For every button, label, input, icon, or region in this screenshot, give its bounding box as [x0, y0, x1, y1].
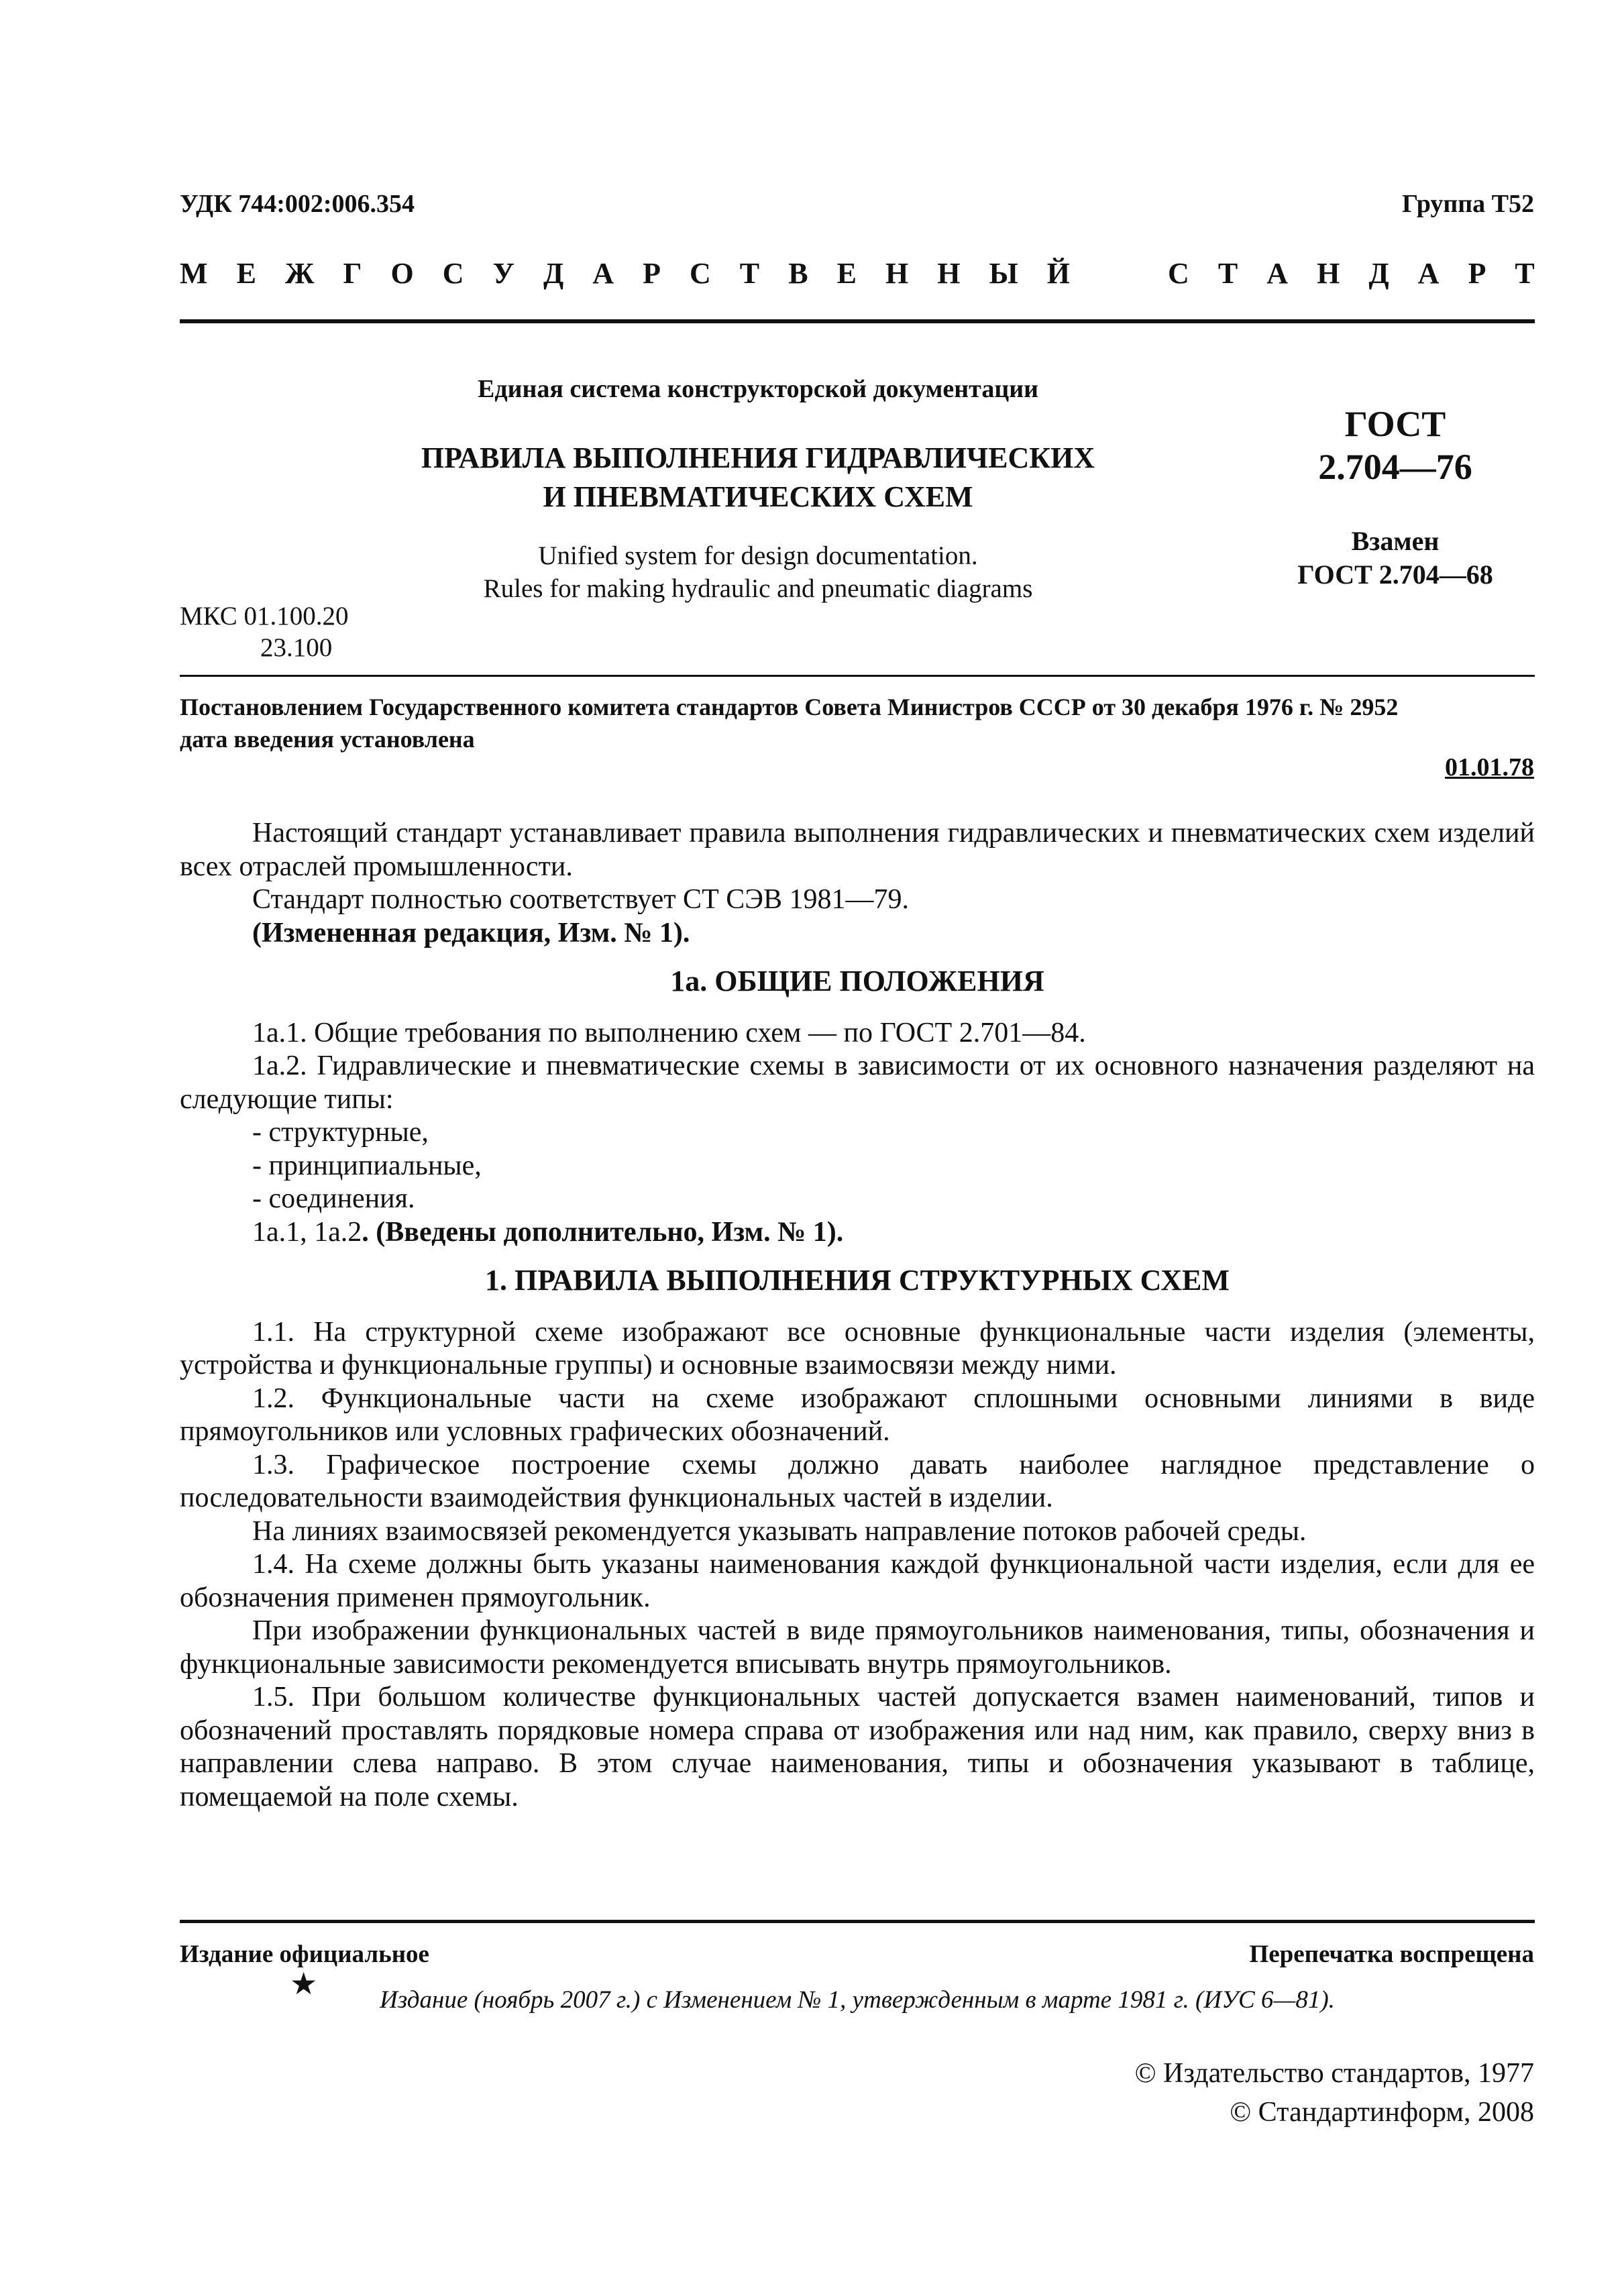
mks-codes	[180, 600, 348, 663]
heading-letter: Ж	[284, 257, 315, 290]
english-title-line-2: Rules for making hydraulic and pneumatic diagrams	[483, 574, 1033, 603]
paragraph: 1.3. Графическое построение схемы должно давать наиболее наглядное представление о последовательности взаимодействия функциональных частей в изделии.	[180, 1449, 1535, 1513]
heading-letter: М	[180, 257, 208, 290]
heading-letter: С	[689, 257, 711, 290]
heading-letter: Ы	[989, 257, 1018, 290]
heading-letter: С	[1168, 257, 1189, 290]
paragraph: 1.1. На структурной схеме изображают все основные функциональные части изделия (элементы, устройства и функциональные группы) и основные взаимосвязи между ними.	[180, 1316, 1535, 1380]
amendment-note	[180, 1216, 1535, 1250]
main-title-line-1: ПРАВИЛА ВЫПОЛНЕНИЯ ГИДРАВЛИЧЕСКИХ	[421, 441, 1095, 474]
heading-letter: Т	[739, 257, 760, 290]
clause-refs: 1а.1, 1а.2	[252, 1216, 362, 1248]
heading-letter: Р	[1468, 257, 1486, 290]
paragraph: Стандарт полностью соответствует СТ СЭВ 1981—79.	[252, 884, 909, 915]
heading-letter: Й	[1046, 257, 1070, 290]
amendment-text: . (Введены дополнительно, Изм. № 1).	[362, 1216, 844, 1248]
decree-text	[180, 691, 1535, 755]
heading-letter: Е	[836, 257, 857, 290]
heading-letter: А	[1417, 257, 1440, 290]
heading-letter: А	[592, 257, 614, 290]
copyright-line-1: © Издательство стандартов, 1977	[1134, 2058, 1534, 2089]
heading-letter: Д	[1368, 257, 1389, 290]
heading-letter: Р	[643, 257, 661, 290]
mks-line-1: МКС 01.100.20	[180, 602, 349, 631]
word-gap	[1099, 256, 1139, 290]
paragraph: 1а.1. Общие требования по выполнению схем — по ГОСТ 2.701—84.	[252, 1017, 1086, 1048]
decree-line-1: Постановлением Государственного комитета стандартов Совета Министров СССР от 30 декабря 1976 г. № 2952	[180, 694, 1399, 720]
heading-letter: Н	[885, 257, 909, 290]
heading-letter: Г	[343, 257, 362, 290]
document-body	[180, 817, 1535, 1814]
heading-letter: Е	[236, 257, 256, 290]
replaces-label: Взамен	[1351, 526, 1440, 556]
star-icon: ★	[290, 1967, 318, 2001]
edition-note: Издание (ноябрь 2007 г.) с Изменением № 1, утвержденным в марте 1981 г. (ИУС 6—81).	[380, 1986, 1335, 2014]
main-title-line-2: И ПНЕВМАТИЧЕСКИХ СХЕМ	[543, 480, 973, 513]
list-item: - принципиальные,	[252, 1150, 482, 1181]
heading-letter: О	[390, 257, 414, 290]
gost-number: 2.704—76	[1318, 447, 1472, 487]
introduction-date: 01.01.78	[1445, 753, 1534, 781]
list-item: - соединения.	[252, 1183, 415, 1214]
top-rule	[180, 319, 1535, 323]
heading-letter: У	[492, 257, 515, 290]
main-title	[282, 439, 1234, 517]
heading-letter: Д	[543, 257, 564, 290]
paragraph: При изображении функциональных частей в виде прямоугольников наименования, типы, обозначения и функциональные зависимости рекомендуется вписывать внутрь прямоугольников.	[180, 1615, 1535, 1680]
heading-letter: С	[442, 257, 464, 290]
footer-rule	[180, 1920, 1535, 1923]
group-code: Группа Т52	[1401, 190, 1534, 218]
gost-label: ГОСТ	[1344, 404, 1446, 444]
paragraph: 1.4. На схеме должны быть указаны наименования каждой функциональной части изделия, если для ее обозначения применен прямоугольник.	[180, 1549, 1535, 1613]
heading-letter: Н	[1317, 257, 1340, 290]
decree-line-2: дата введения установлена	[180, 726, 475, 753]
official-edition-label: Издание официальное	[180, 1941, 429, 1968]
paragraph: 1.5. При большом количестве функциональных частей допускается взамен наименований, типов и обозначений проставлять порядковые номера справа от изображения или над ним, как правило, сверху вниз в направлении слева направо. В этом случае наименования, типы и обозначения указывают в таблице, помещаемой на поле схемы.	[180, 1682, 1535, 1812]
english-title-line-1: Unified system for design documentation.	[538, 541, 978, 570]
heading-letter: Т	[1217, 257, 1238, 290]
amendment-note: (Измененная редакция, Изм. № 1).	[252, 917, 690, 948]
middle-rule	[180, 675, 1535, 677]
heading-letter: Н	[937, 257, 961, 290]
replaces-designation	[1248, 525, 1543, 592]
paragraph: 1.2. Функциональные части на схеме изображают сплошными основными линиями в виде прямоугольников или условных графических обозначений.	[180, 1382, 1535, 1447]
no-reprint-label: Перепечатка воспрещена	[1249, 1941, 1534, 1968]
list-item: - структурные,	[252, 1117, 429, 1148]
paragraph: 1а.2. Гидравлические и пневматические схемы в зависимости от их основного назначения разделяют на следующие типы:	[180, 1050, 1535, 1115]
copyright-block	[1135, 2054, 1534, 2132]
heading-letter: Т	[1515, 257, 1535, 290]
replaces-number: ГОСТ 2.704—68	[1297, 559, 1493, 590]
heading-letter: В	[788, 257, 808, 290]
paragraph: На линиях взаимосвязей рекомендуется указывать направление потоков рабочей среды.	[252, 1515, 1307, 1547]
paragraph: Настоящий стандарт устанавливает правила выполнения гидравлических и пневматических схем изделий всех отраслей промышленности.	[180, 818, 1535, 882]
udk-code: УДК 744:002:006.354	[180, 190, 415, 218]
english-title	[282, 539, 1234, 605]
copyright-line-2: © Стандартинформ, 2008	[1230, 2097, 1534, 2128]
section-heading-1a: 1а. ОБЩИЕ ПОЛОЖЕНИЯ	[670, 965, 1044, 997]
interstate-standard-heading	[180, 256, 1535, 290]
section-heading-1: 1. ПРАВИЛА ВЫПОЛНЕНИЯ СТРУКТУРНЫХ СХЕМ	[485, 1264, 1230, 1297]
system-title: Единая система конструкторской документации	[478, 375, 1038, 403]
heading-letter: А	[1266, 257, 1289, 290]
gost-designation	[1261, 402, 1529, 488]
mks-line-2: 23.100	[260, 633, 333, 662]
